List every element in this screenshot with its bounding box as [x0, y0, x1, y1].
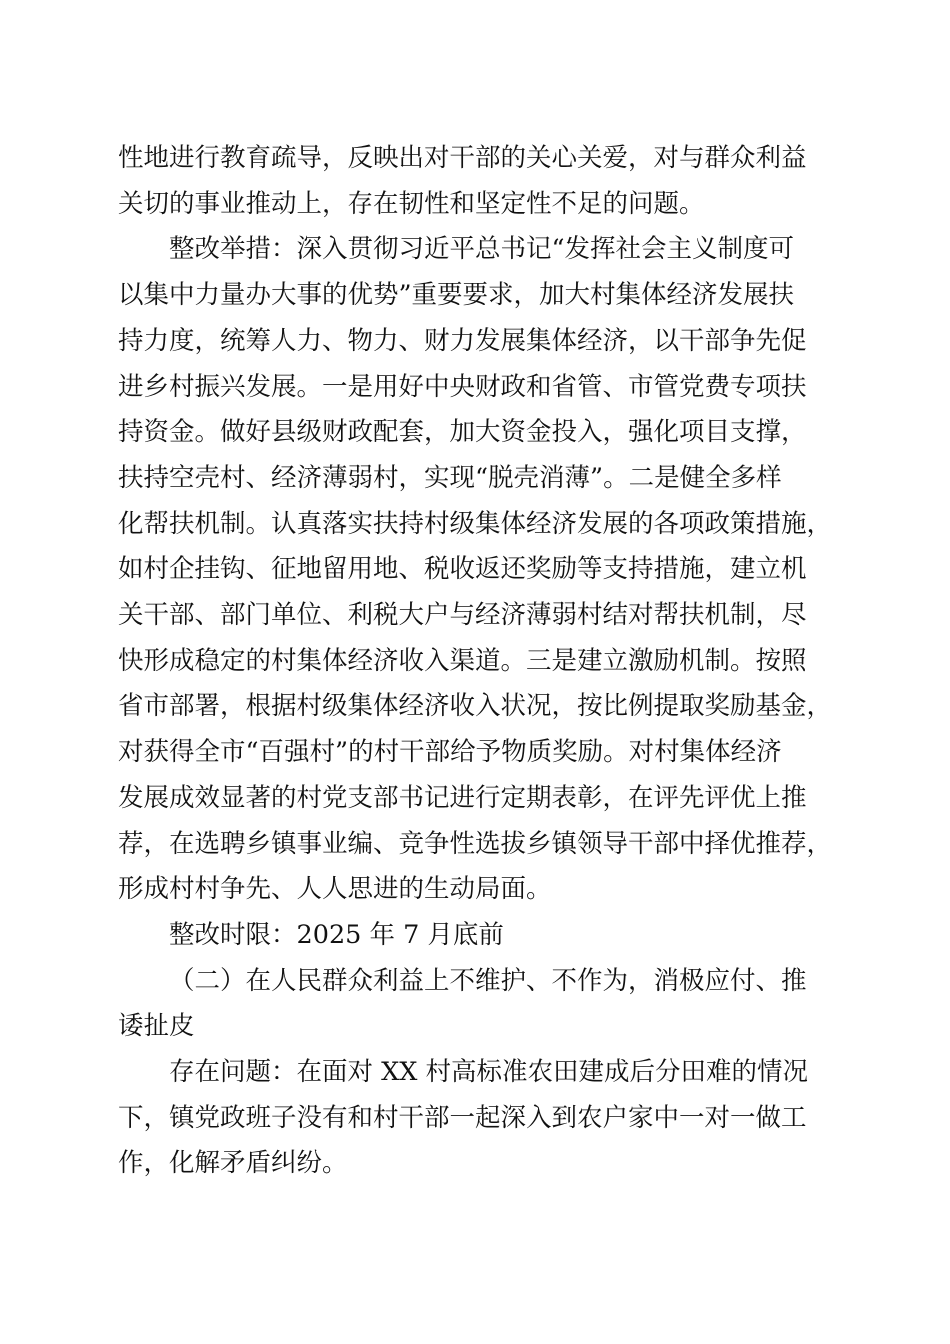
text-line: 下，镇党政班子没有和村干部一起深入到农户家中一对一做工	[118, 1102, 807, 1133]
text-line: 关干部、部门单位、利税大户与经济薄弱村结对帮扶机制，尽	[118, 600, 807, 631]
text-line: 化帮扶机制。认真落实扶持村级集体经济发展的各项政策措施，	[118, 508, 833, 539]
rectification-deadline-paragraph	[118, 913, 834, 959]
text-line: 关切的事业推动上，存在韧性和坚定性不足的问题。	[118, 188, 705, 219]
text-line: 荐，在选聘乡镇事业编、竞争性选拔乡镇领导干部中择优推荐，	[118, 828, 833, 859]
text-line: 对获得全市“百强村”的村干部给予物质奖励。对村集体经济	[118, 737, 782, 768]
text-line: 进乡村振兴发展。一是用好中央财政和省管、市管党费专项扶	[118, 371, 807, 402]
text-line: 扶持空壳村、经济薄弱村，实现“脱壳消薄”。二是健全多样	[118, 462, 782, 493]
text-line: 整改时限：2025 年 7 月底前	[169, 919, 504, 950]
existing-problem-paragraph	[118, 1050, 834, 1187]
text-line: （二）在人民群众利益上不维护、不作为，消极应付、推	[169, 965, 807, 996]
text-line: 快形成稳定的村集体经济收入渠道。三是建立激励机制。按照	[118, 645, 807, 676]
text-line: 持力度，统筹人力、物力、财力发展集体经济，以干部争先促	[118, 325, 807, 356]
text-line: 作，化解矛盾纠纷。	[118, 1148, 348, 1179]
text-line: 整改举措：深入贯彻习近平总书记“发挥社会主义制度可	[169, 234, 795, 265]
document-page	[118, 136, 834, 1187]
text-line: 性地进行教育疏导，反映出对干部的关心关爱，对与群众利益	[118, 143, 807, 173]
rectification-measures-paragraph	[118, 227, 834, 913]
text-line: 以集中力量办大事的优势”重要要求，加大村集体经济发展扶	[118, 280, 795, 311]
text-line: 存在问题：在面对 XX 村高标准农田建成后分田难的情况	[169, 1057, 809, 1088]
text-line: 诿扯皮	[118, 1011, 195, 1042]
text-line: 如村企挂钩、征地留用地、税收返还奖励等支持措施，建立机	[118, 554, 807, 585]
text-line: 发展成效显著的村党支部书记进行定期表彰，在评先评优上推	[118, 782, 807, 813]
text-line: 形成村村争先、人人思进的生动局面。	[118, 874, 552, 905]
text-line: 省市部署，根据村级集体经济收入状况，按比例提取奖励基金，	[118, 691, 833, 722]
section-heading-2	[118, 959, 834, 1050]
text-line: 持资金。做好县级财政配套，加大资金投入，强化项目支撑，	[118, 417, 807, 448]
continuation-paragraph	[118, 136, 834, 227]
